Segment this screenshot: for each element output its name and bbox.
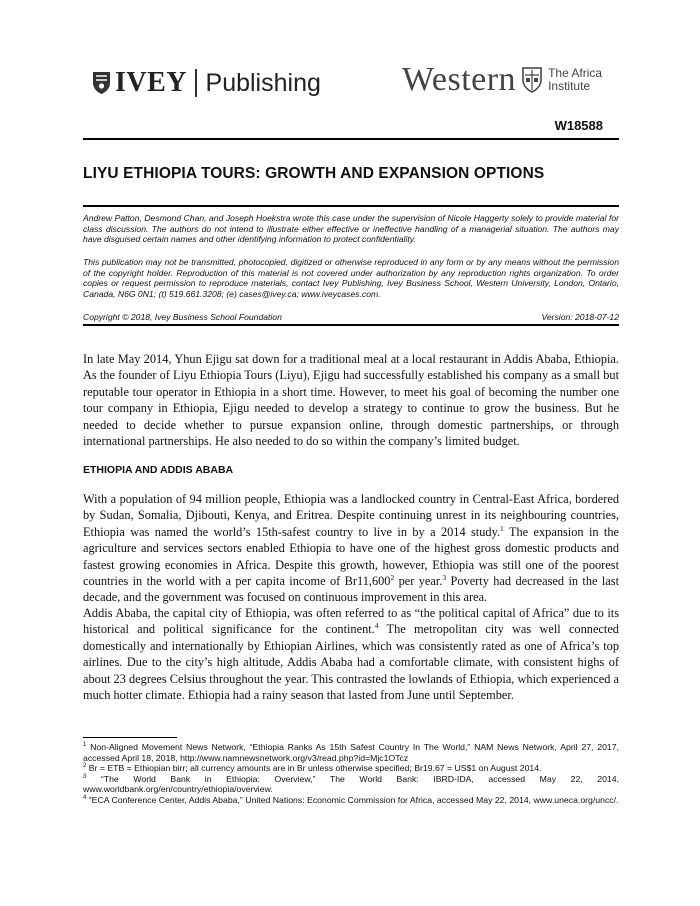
version-text: Version: 2018-07-12 — [541, 312, 619, 322]
footnotes — [83, 742, 619, 805]
footnote-ref-3[interactable]: 3 — [442, 572, 447, 582]
authorship-notice: Andrew Patton, Desmond Chan, and Joseph Hoekstra wrote this case under the supervision of Nicole Haggerty solely to provide material for class discussion. The authors do not intend to illustrate either effective or ineffective handling of a managerial situation. The authors may have disguised certain names and other identifying information to protect confidentiality. — [83, 213, 619, 245]
copyright-text: Copyright © 2018, Ivey Business School Foundation — [83, 312, 282, 322]
footnote: $^1$ Non-Aligned Movement News Network, “Ethiopia Ranks As 15th Safest Country In The World,” NAM News Network, April 27, 2017, accessed April 18, 2018, http://www.namnewsnetwork.org/v3/read.php?id=Mjc1OTcz — [83, 742, 619, 763]
intro-paragraph: In late May 2014, Yhun Ejigu sat down for a traditional meal at a local restaurant in Addis Ababa, Ethiopia. As the founder of Liyu Ethiopia Tours (Liyu), Ejigu had successfully established his company as a small but reputable tour operator in Ethiopia in a short time. However, to meet his goal of becoming the number one tour company in Ethiopia, Ejigu needed to develop a strategy to continue to grow the business. But he needed to decide whether to pursue expansion online, through domestic partnerships, or through international partnerships. He also needed to do so within the company’s limited budget. — [83, 352, 619, 449]
africa-institute-label: The Africa Institute — [548, 66, 603, 93]
footnote: $^3$ “The World Bank in Ethiopia: Overview,” The World Bank: IBRD-IDA, accessed May 22, 2014, www.worldbank.org/en/country/ethiopia/overview. — [83, 773, 619, 794]
footnote: $^2$ Br = ETB = Ethiopian birr; all currency amounts are in Br unless otherwise specified; Br19.67 = US$1 on August 2014. — [83, 763, 542, 773]
footnote-ref-2[interactable]: 2 — [390, 572, 395, 582]
ivey-publishing-logo — [92, 66, 321, 100]
western-africa-institute-logo — [402, 60, 602, 100]
footnote-separator — [83, 737, 177, 738]
notice-bottom-rule — [83, 324, 619, 326]
header-rule — [83, 138, 619, 140]
ethiopia-paragraph: With a population of 94 million people, Ethiopia was a landlocked country in Central-East Africa, bordered by Sudan, Somalia, Djibouti, Kenya, and Eritrea. Despite continuing unrest in its neighbouring countries, Ethiopia was named the world’s 15th-safest country to live in by a 2014 study.$^1$ The expansion in the agriculture and services sectors enabled Ethiopia to have one of the highest gross domestic products and fastest growing economies in Africa. Despite this growth, however, Ethiopia was still one of the poorest countries in the world with a per capita income of Br11,600$^2$ per year.$^3$ Poverty had decreased in the last decade, and the government was focused on continuous improvement in this area. — [83, 492, 620, 605]
footnote-ref-4[interactable]: 4 — [374, 621, 379, 631]
logo-separator — [195, 69, 197, 97]
case-number: W18588 — [554, 118, 603, 133]
copyright-row — [83, 312, 619, 322]
publishing-wordmark: Publishing — [205, 68, 321, 97]
notice-top-rule — [83, 205, 619, 207]
permission-notice: This publication may not be transmitted, photocopied, digitized or otherwise reproduced in any form or by any means without the permission of the copyright holder. Reproduction of this material is not covered under authorization by any reproduction rights organization. To order copies or request permission to reproduce materials, contact Ivey Publishing, Ivey Business School, Western University, London, Ontario, Canada, N6G 0N1; (t) 519.661.3208; (e) cases@ivey.ca; www.iveycases.com. — [83, 257, 619, 299]
ivey-wordmark: IVEY — [115, 67, 188, 98]
western-shield-icon — [522, 67, 542, 93]
section-heading: ETHIOPIA AND ADDIS ABABA — [83, 464, 234, 476]
footnote-ref-1[interactable]: 1 — [500, 523, 504, 533]
case-title: LIYU ETHIOPIA TOURS: GROWTH AND EXPANSION OPTIONS — [83, 165, 545, 182]
western-wordmark: Western — [402, 61, 517, 98]
addis-ababa-paragraph: Addis Ababa, the capital city of Ethiopia, was often referred to as “the political capital of Africa” due to its historical and political significance for the continent.$^4$ The metropolitan city was well connected domestically and internationally by Ethiopian Airlines, which was consistently rated as one of Africa’s top airlines. Due to the city’s high altitude, Addis Ababa had a comfortable climate, with consistent highs of about 23 degrees Celsius throughout the year. This contrasted the lowlands of Ethiopia, which experienced a much hotter climate. Ethiopia had a rainy season that lasted from June until September. — [83, 606, 619, 703]
ivey-shield-icon — [92, 71, 111, 95]
footnote: $^4$ “ECA Conference Center, Addis Ababa,” United Nations: Economic Commission for Africa, accessed May 22, 2014, www.uneca.org/uncc/. — [83, 794, 619, 805]
